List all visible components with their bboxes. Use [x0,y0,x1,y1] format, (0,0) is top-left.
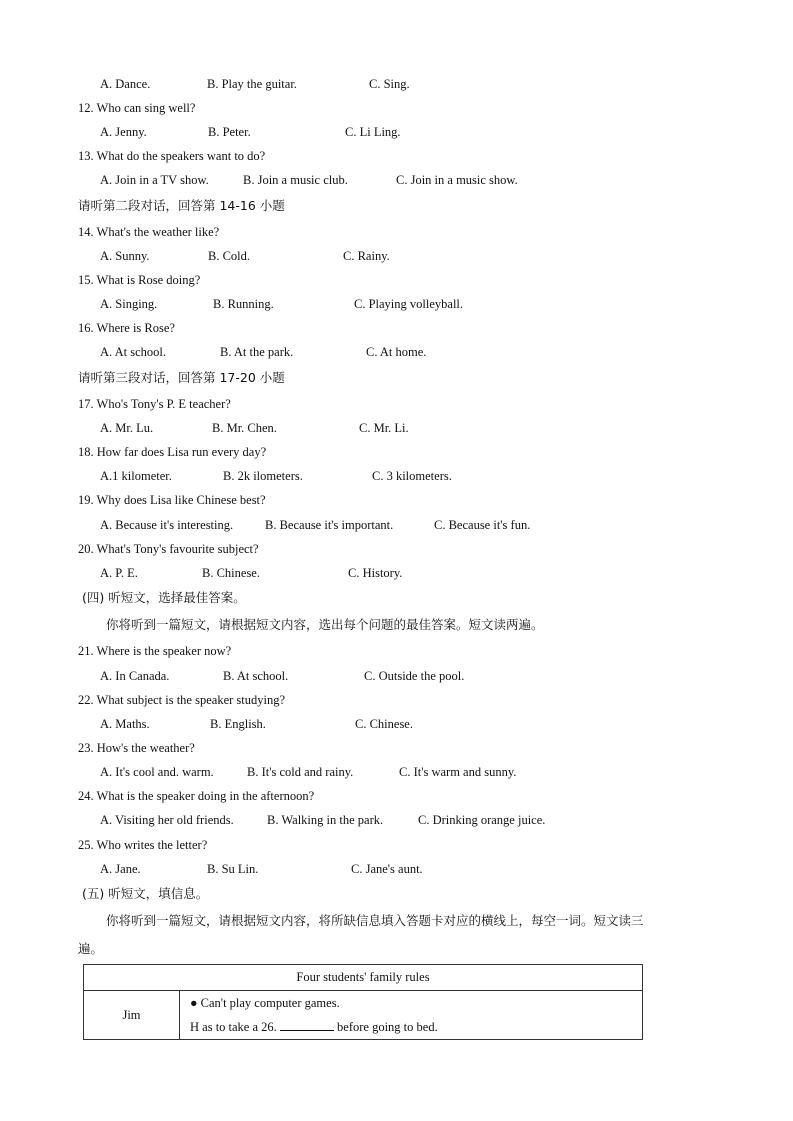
student-name: Jim [84,991,180,1040]
q22-option-b: B. English. [210,717,266,731]
q14-option-c: C. Rainy. [343,249,390,263]
q17-option-a: A. Mr. Lu. [100,421,154,435]
part5-title: (五) 听短文，填信息。 [82,886,209,901]
q14-option-b: B. Cold. [208,249,251,263]
rule-2-before: H as to take a 26. [190,1020,277,1034]
q25-question: 25. Who writes the letter? [78,838,208,852]
q25-option-a: A. Jane. [100,862,141,876]
q25-option-b: B. Su Lin. [207,862,259,876]
q22-option-a: A. Maths. [100,717,150,731]
q17-question: 17. Who's Tony's P. E teacher? [78,397,231,411]
q19-option-a: A. Because it's interesting. [100,518,234,532]
q19-option-c: C. Because it's fun. [434,518,531,532]
section3-instruction: 请听第三段对话，回答第 17-20 小题 [78,370,285,385]
q21-option-b: B. At school. [223,669,289,683]
q12-option-c: C. Li Ling. [345,125,401,139]
q23-option-b: B. It's cold and rainy. [247,765,354,779]
q22-option-c: C. Chinese. [355,717,413,731]
q11-option-c: C. Sing. [369,77,410,91]
q25-option-c: C. Jane's aunt. [351,862,423,876]
family-rules-table [83,964,643,1040]
q21-question: 21. Where is the speaker now? [78,644,232,658]
q13-question: 13. What do the speakers want to do? [78,149,266,163]
part4-title: (四) 听短文，选择最佳答案。 [82,590,246,605]
q22-question: 22. What subject is the speaker studying? [78,693,286,707]
q19-option-b: B. Because it's important. [265,518,394,532]
q23-option-c: C. It's warm and sunny. [399,765,517,779]
part4-instruction: 你将听到一篇短文，请根据短文内容，选出每个问题的最佳答案。短文读两遍。 [106,617,544,632]
q12-question: 12. Who can sing well? [78,101,196,115]
section2-instruction: 请听第二段对话，回答第 14-16 小题 [78,198,285,213]
rule-2 [190,1015,642,1039]
rule-1: ● Can't play computer games. [190,996,340,1010]
table-header: Four students' family rules [84,965,643,991]
q13-option-a: A. Join in a TV show. [100,173,209,187]
q14-option-a: A. Sunny. [100,249,150,263]
q18-question: 18. How far does Lisa run every day? [78,445,267,459]
q16-option-b: B. At the park. [220,345,294,359]
q24-option-b: B. Walking in the park. [267,813,384,827]
q18-option-b: B. 2k ilometers. [223,469,303,483]
q24-option-a: A. Visiting her old friends. [100,813,234,827]
q16-option-c: C. At home. [366,345,427,359]
q23-question: 23. How's the weather? [78,741,195,755]
q14-question: 14. What's the weather like? [78,225,220,239]
q21-option-a: A. In Canada. [100,669,170,683]
q16-question: 16. Where is Rose? [78,321,175,335]
rule-2-after: before going to bed. [337,1020,438,1034]
q15-option-c: C. Playing volleyball. [354,297,464,311]
rules-cell [180,991,643,1040]
table-row [84,991,643,1040]
q18-option-a: A.1 kilometer. [100,469,172,483]
q17-option-b: B. Mr. Chen. [212,421,277,435]
q20-question: 20. What's Tony's favourite subject? [78,542,259,556]
q12-option-b: B. Peter. [208,125,251,139]
q20-option-b: B. Chinese. [202,566,260,580]
q24-option-c: C. Drinking orange juice. [418,813,546,827]
q15-question: 15. What is Rose doing? [78,273,201,287]
q23-option-a: A. It's cool and. warm. [100,765,214,779]
q17-option-c: C. Mr. Li. [359,421,409,435]
q11-option-a: A. Dance. [100,77,151,91]
q20-option-a: A. P. E. [100,566,138,580]
q20-option-c: C. History. [348,566,403,580]
q24-question: 24. What is the speaker doing in the afternoon? [78,789,315,803]
q12-option-a: A. Jenny. [100,125,147,139]
q13-option-b: B. Join a music club. [243,173,348,187]
part5-instruction-line1: 你将听到一篇短文，请根据短文内容，将所缺信息填入答题卡对应的横线上，每空一词。短文读三 [106,913,644,928]
q18-option-c: C. 3 kilometers. [372,469,452,483]
part5-instruction-line2: 遍。 [78,941,104,956]
answer-blank-26[interactable] [280,1018,334,1031]
q16-option-a: A. At school. [100,345,166,359]
q21-option-c: C. Outside the pool. [364,669,465,683]
q11-option-b: B. Play the guitar. [207,77,297,91]
q19-question: 19. Why does Lisa like Chinese best? [78,493,266,507]
q15-option-b: B. Running. [213,297,274,311]
q13-option-c: C. Join in a music show. [396,173,518,187]
q15-option-a: A. Singing. [100,297,158,311]
